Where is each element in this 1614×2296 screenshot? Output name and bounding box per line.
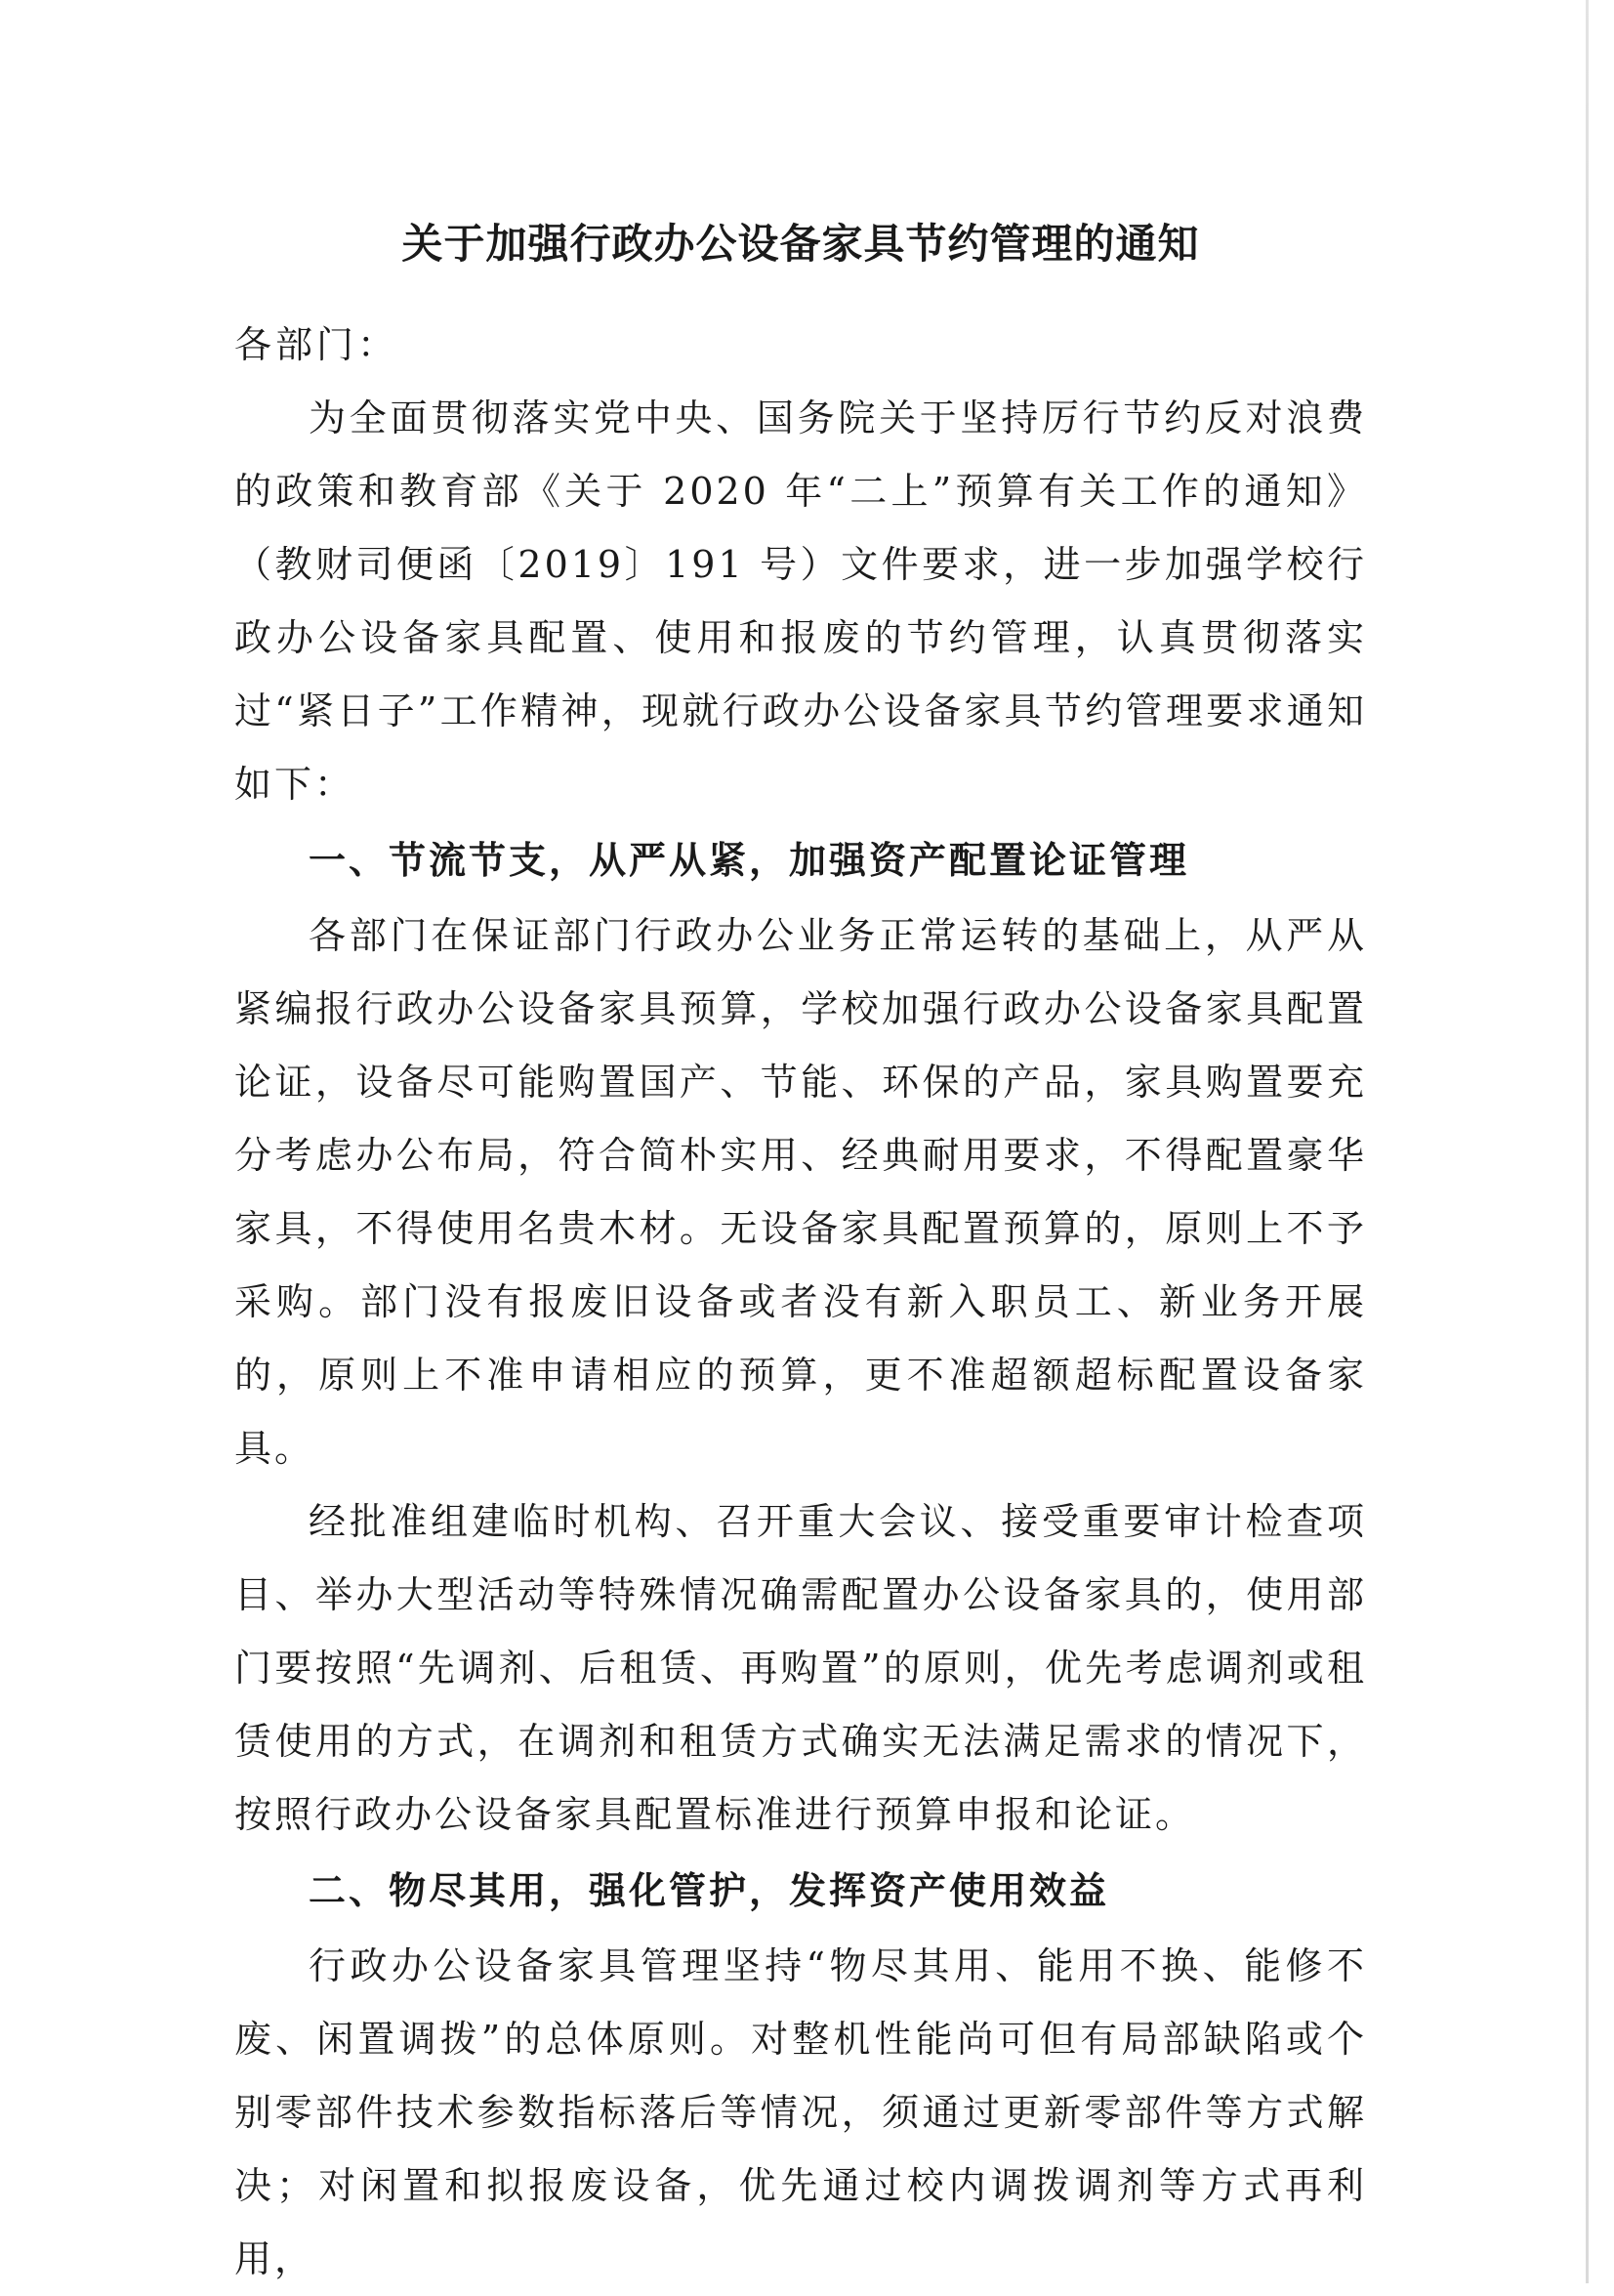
section-1-paragraph-2: 经批准组建临时机构、召开重大会议、接受重要审计检查项目、举办大型活动等特殊情况确需配置办公设备家具的，使用部门要按照“先调剂、后租赁、再购置”的原则，优先考虑调剂或租赁使用的方式，在调剂和租赁方式确实无法满足需求的情况下，按照行政办公设备家具配置标准进行预算申报和论证。 xyxy=(234,1500,1367,1836)
notice-title: 关于加强行政办公设备家具节约管理的通知 xyxy=(401,220,1200,268)
notice-body xyxy=(234,205,1367,2296)
scan-edge-line xyxy=(1586,0,1589,2283)
section-2-heading: 二、物尽其用，强化管护，发挥资产使用效益 xyxy=(309,1869,1110,1912)
section-1-heading: 一、节流节支，从严从紧，加强资产配置论证管理 xyxy=(309,839,1190,882)
section-1-paragraph-1: 各部门在保证部门行政办公业务正常运转的基础上，从严从紧编报行政办公设备家具预算，学校加强行政办公设备家具配置论证，设备尽可能购置国产、节能、环保的产品，家具购置要充分考虑办公布局，符合简朴实用、经典耐用要求，不得配置豪华家具，不得使用名贵木材。无设备家具配置预算的，原则上不予采购。部门没有报废旧设备或者没有新入职员工、新业务开展的，原则上不准申请相应的预算，更不准超额超标配置设备家具。 xyxy=(234,914,1367,1470)
section-2-paragraph-1: 行政办公设备家具管理坚持“物尽其用、能用不换、能修不废、闲置调拨”的总体原则。对整机性能尚可但有局部缺陷或个别零部件技术参数指标落后等情况，须通过更新零部件等方式解决；对闲置和拟报废设备，优先通过校内调拨调剂等方式再利用， xyxy=(234,1944,1367,2280)
intro-paragraph: 为全面贯彻落实党中央、国务院关于坚持厉行节约反对浪费的政策和教育部《关于 2020 年“二上”预算有关工作的通知》（教财司便函〔2019〕191 号）文件要求，进一步加强学校行政办公设备家具配置、使用和报废的节约管理，认真贯彻落实过“紧日子”工作精神，现就行政办公设备家具节约管理要求通知如下： xyxy=(234,397,1367,806)
salutation: 各部门： xyxy=(234,323,399,366)
